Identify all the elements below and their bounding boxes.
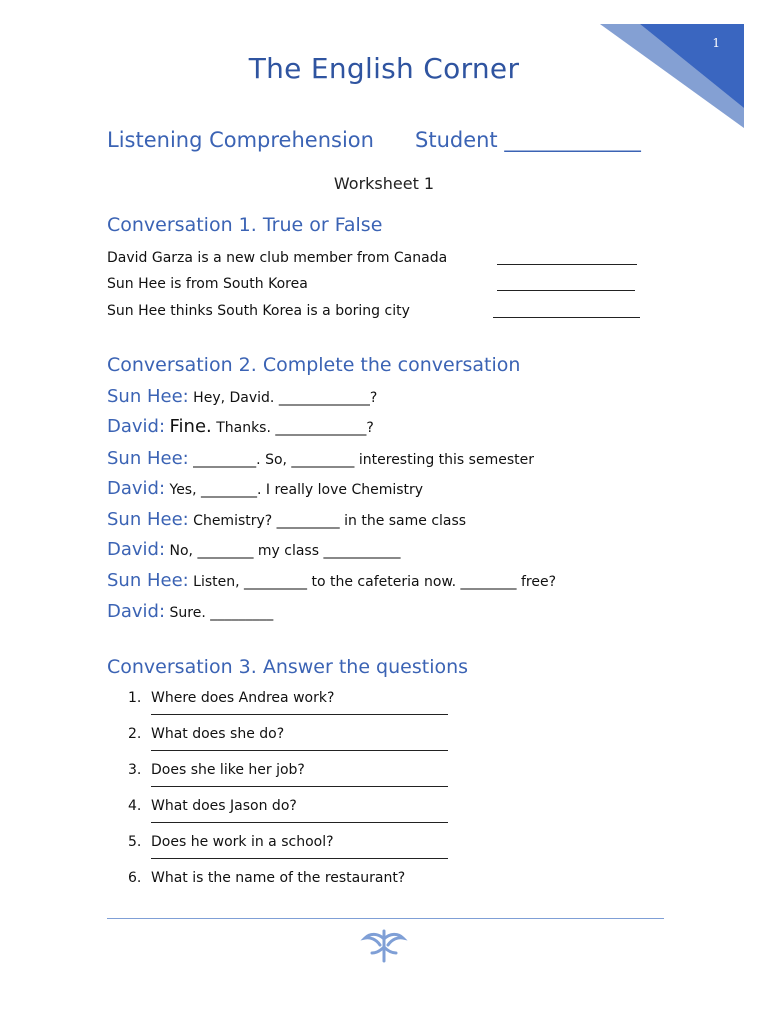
answer-line[interactable] xyxy=(151,714,448,715)
question-number: 1. xyxy=(128,690,142,706)
question-text: What does she do? xyxy=(151,726,285,742)
answer-blank[interactable] xyxy=(497,264,637,265)
dialogue-text: Hey, David. _____________? xyxy=(193,390,378,406)
statement-text: David Garza is a new club member from Canada xyxy=(107,250,448,266)
dialogue-text: Listen, _________ to the cafeteria now. ________ free? xyxy=(193,574,556,590)
true-false-item xyxy=(107,303,647,325)
question-text: Does she like her job? xyxy=(151,762,305,778)
answer-line[interactable] xyxy=(151,858,448,859)
dialogue-text: Chemistry? _________ in the same class xyxy=(193,513,467,529)
dialogue-text: _________. So, _________ interesting this semester xyxy=(193,452,534,468)
speaker-label: David: xyxy=(107,601,166,622)
question-number: 6. xyxy=(128,870,142,886)
question-text: Does he work in a school? xyxy=(151,834,334,850)
dialogue-text: Yes, ________. I really love Chemistry xyxy=(169,482,424,498)
dialogue-line xyxy=(107,539,667,567)
page-number: 1 xyxy=(712,36,720,50)
student-name-label: Student _____________ xyxy=(415,128,641,152)
dialogue-line xyxy=(107,416,667,444)
dialogue-text: Sure. _________ xyxy=(169,605,274,621)
speaker-label: David: xyxy=(107,539,166,560)
answer-blank[interactable] xyxy=(493,317,640,318)
statement-text: Sun Hee thinks South Korea is a boring city xyxy=(107,303,410,319)
dialogue-line xyxy=(107,386,667,414)
dialogue-line xyxy=(107,570,667,598)
answer-line[interactable] xyxy=(151,750,448,751)
speaker-label: Sun Hee: xyxy=(107,386,189,407)
speaker-label: David: xyxy=(107,416,166,437)
conversation-1-heading: Conversation 1. True or False xyxy=(107,214,383,236)
question-item xyxy=(128,834,458,870)
dialogue-line xyxy=(107,601,667,629)
dialogue-text: Thanks. _____________? xyxy=(211,420,374,436)
question-text: Where does Andrea work? xyxy=(151,690,335,706)
dialogue-line xyxy=(107,448,667,476)
footer-divider xyxy=(107,918,664,919)
fleur-ornament-icon xyxy=(360,925,408,965)
answer-line[interactable] xyxy=(151,786,448,787)
question-item xyxy=(128,690,458,726)
statement-text: Sun Hee is from South Korea xyxy=(107,276,308,292)
dialogue-line xyxy=(107,478,667,506)
conversation-3-heading: Conversation 3. Answer the questions xyxy=(107,656,469,678)
question-number: 5. xyxy=(128,834,142,850)
speaker-label: Sun Hee: xyxy=(107,570,189,591)
dialogue-emphasis: Fine. xyxy=(169,416,212,437)
speaker-label: Sun Hee: xyxy=(107,448,189,469)
speaker-label: David: xyxy=(107,478,166,499)
dialogue-text: No, ________ my class ___________ xyxy=(169,543,401,559)
true-false-item xyxy=(107,276,647,298)
dialogue-line xyxy=(107,509,667,537)
worksheet-title: Worksheet 1 xyxy=(333,174,435,193)
answer-blank[interactable] xyxy=(497,290,635,291)
question-text: What does Jason do? xyxy=(151,798,297,814)
question-item xyxy=(128,870,458,906)
question-text: What is the name of the restaurant? xyxy=(151,870,406,886)
document-title: The English Corner xyxy=(248,52,520,85)
conversation-2-heading: Conversation 2. Complete the conversation xyxy=(107,354,521,376)
question-item xyxy=(128,798,458,834)
question-number: 2. xyxy=(128,726,142,742)
answer-line[interactable] xyxy=(151,822,448,823)
question-number: 4. xyxy=(128,798,142,814)
true-false-item xyxy=(107,250,647,272)
question-number: 3. xyxy=(128,762,142,778)
question-item xyxy=(128,762,458,798)
question-item xyxy=(128,726,458,762)
section-title: Listening Comprehension xyxy=(107,128,374,152)
speaker-label: Sun Hee: xyxy=(107,509,189,530)
